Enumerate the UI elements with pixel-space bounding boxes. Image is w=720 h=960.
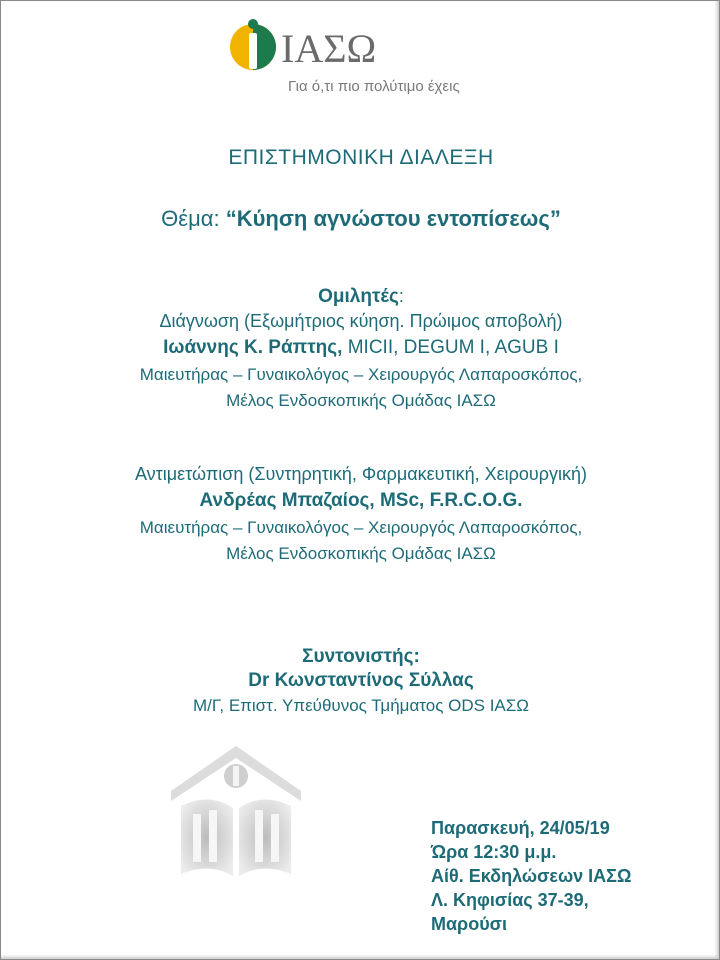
book-emblem-icon — [161, 736, 311, 886]
subject-text: “Κύηση αγνώστου εντοπίσεως” — [225, 206, 561, 231]
speakers-label: Ομιλητές — [318, 286, 399, 307]
speaker-1-membership: Μέλος Ενδοσκοπικής Ομάδας ΙΑΣΩ — [226, 391, 496, 410]
logo-figure-body — [249, 33, 257, 69]
speakers-heading — [1, 286, 720, 308]
event-details — [431, 816, 631, 936]
speaker-2-role: Μαιευτήρας – Γυναικολόγος – Χειρουργός Λαπαροσκόπος, — [139, 518, 583, 537]
speaker-2-topic: Αντιμετώπιση (Συντηρητική, Φαρμακευτική, Χειρουργική) — [135, 464, 587, 484]
event-time: Ώρα 12:30 μ.μ. — [431, 842, 557, 862]
speakers-colon: : — [398, 286, 404, 306]
logo-tagline: Για ό,τι πιο πολύτιμο έχεις — [288, 78, 460, 95]
logo-wordmark: ΙΑΣΩ — [281, 26, 377, 71]
logo-figure-head — [248, 19, 258, 29]
event-date: Παρασκευή, 24/05/19 — [431, 818, 610, 838]
speaker-1-credentials: MICII, DEGUM I, AGUB I — [342, 337, 559, 358]
subject-label: Θέμα: — [161, 206, 220, 231]
event-address: Λ. Κηφισίας 37-39, — [431, 890, 589, 910]
event-city: Μαρούσι — [431, 914, 507, 934]
coordinator-name: Dr Κωνσταντίνος Σύλλας — [248, 670, 474, 691]
speaker-2-name-line — [1, 490, 720, 512]
event-subject — [1, 206, 720, 232]
coordinator-role: Μ/Γ, Επιστ. Υπεύθυνος Τμήματος ODS ΙΑΣΩ — [193, 696, 529, 715]
event-venue: Αίθ. Εκδηλώσεων ΙΑΣΩ — [431, 866, 632, 886]
event-title: ΕΠΙΣΤΗΜΟΝΙΚΗ ΔΙΑΛΕΞΗ — [228, 146, 494, 169]
speaker-1-topic: Διάγνωση (Εξωμήτριος κύηση. Πρώιμος αποβολή) — [159, 311, 563, 331]
speaker-2-membership: Μέλος Ενδοσκοπικής Ομάδας ΙΑΣΩ — [226, 544, 496, 563]
speaker-1-name: Ιωάννης Κ. Ράπτης, — [163, 337, 343, 358]
coordinator-label: Συντονιστής: — [302, 646, 420, 667]
speaker-2-name: Ανδρέας Μπαζαίος, MSc, F.R.C.O.G. — [199, 490, 523, 511]
speaker-1-role: Μαιευτήρας – Γυναικολόγος – Χειρουργός Λαπαροσκόπος, — [139, 365, 583, 384]
speaker-1-name-line — [1, 337, 720, 359]
iaso-logo — [229, 15, 379, 75]
